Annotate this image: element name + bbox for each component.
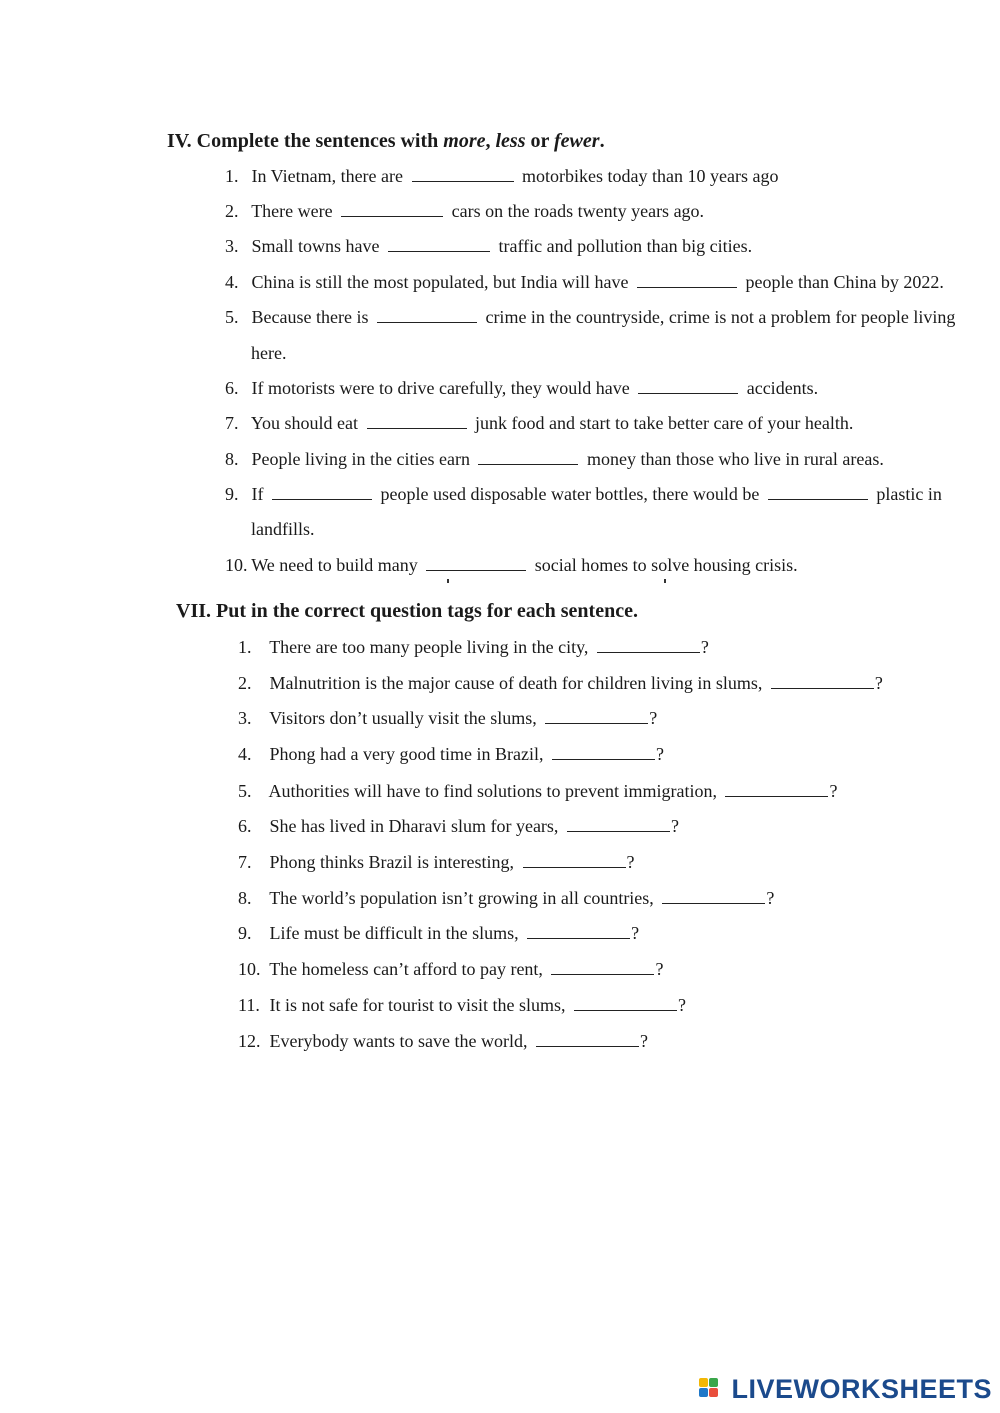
s4-item-5-cont — [251, 342, 286, 364]
item-text: traffic and pollution than big cities. — [498, 236, 753, 256]
s4-item-10 — [225, 554, 798, 576]
s7-item-3 — [238, 707, 657, 729]
answer-blank[interactable] — [768, 485, 868, 500]
item-number: 7. — [225, 413, 239, 433]
item-text: plastic in — [876, 484, 942, 504]
item-text: cars on the roads twenty years ago. — [451, 201, 705, 221]
s4-item-6 — [225, 377, 818, 399]
s4-item-9 — [225, 483, 942, 505]
item-number: 7. — [238, 852, 252, 872]
item-number: 5. — [225, 307, 239, 327]
item-number: 9. — [225, 484, 239, 504]
question-mark: ? — [766, 888, 775, 908]
answer-blank[interactable] — [567, 817, 670, 832]
logo-square — [709, 1388, 718, 1397]
logo-square — [699, 1378, 708, 1387]
s7-item-9 — [238, 922, 639, 944]
item-number: 2. — [225, 201, 239, 221]
title-word-less: less — [495, 130, 526, 152]
item-text: If — [251, 484, 264, 504]
item-number: 1. — [238, 637, 252, 657]
title-word-more: more — [443, 130, 486, 152]
item-number: 5. — [238, 781, 252, 801]
s7-item-6 — [238, 815, 679, 837]
answer-blank[interactable] — [551, 960, 654, 975]
title-sep: , — [485, 130, 496, 152]
item-number: 3. — [238, 708, 252, 728]
item-number: 6. — [225, 378, 239, 398]
item-text: People living in the cities earn — [251, 449, 470, 469]
item-text: The world’s population isn’t growing in all countries, — [269, 888, 654, 908]
item-text: people used disposable water bottles, there would be — [380, 484, 760, 504]
item-text: Authorities will have to find solutions to prevent immigration, — [268, 781, 717, 801]
answer-blank[interactable] — [597, 638, 700, 653]
question-mark: ? — [639, 1031, 648, 1051]
answer-blank[interactable] — [552, 745, 655, 760]
s7-item-8 — [238, 887, 774, 909]
item-text: Phong thinks Brazil is interesting, — [269, 852, 514, 872]
answer-blank[interactable] — [412, 167, 514, 182]
question-mark: ? — [677, 995, 686, 1015]
logo-grid-icon — [699, 1375, 727, 1403]
answer-blank[interactable] — [341, 202, 443, 217]
s7-item-12 — [238, 1030, 648, 1052]
answer-blank[interactable] — [638, 379, 738, 394]
s7-item-10 — [238, 958, 663, 980]
question-mark: ? — [829, 781, 838, 801]
logo-text: LIVEWORKSHEETS — [731, 1373, 992, 1404]
item-number: 8. — [238, 888, 252, 908]
answer-blank[interactable] — [662, 889, 765, 904]
item-number: 3. — [225, 236, 239, 256]
item-text: crime in the countryside, crime is not a problem for people living — [485, 307, 956, 327]
s4-item-1 — [225, 165, 778, 187]
title-word-fewer: fewer — [554, 130, 600, 152]
answer-blank[interactable] — [574, 996, 677, 1011]
logo-square — [699, 1388, 708, 1397]
scan-artifact — [447, 579, 449, 583]
answer-blank[interactable] — [272, 485, 372, 500]
item-number: 1. — [225, 166, 239, 186]
item-text: money than those who live in rural areas. — [586, 449, 884, 469]
title-end: . — [599, 130, 605, 152]
s7-item-1 — [238, 636, 709, 658]
section-4-title — [167, 130, 605, 153]
item-text: It is not safe for tourist to visit the slums, — [269, 995, 566, 1015]
s7-item-5 — [238, 780, 837, 802]
item-text: She has lived in Dharavi slum for years, — [269, 816, 559, 836]
item-number: 2. — [238, 673, 252, 693]
item-text: Everybody wants to save the world, — [269, 1031, 528, 1051]
question-mark: ? — [649, 708, 658, 728]
s4-item-8 — [225, 448, 884, 470]
question-mark: ? — [626, 852, 635, 872]
s7-item-11 — [238, 994, 686, 1016]
answer-blank[interactable] — [637, 273, 737, 288]
title-sep: or — [525, 130, 555, 152]
s7-item-7 — [238, 851, 635, 873]
item-text: There were — [251, 201, 333, 221]
item-text: people than China by 2022. — [745, 272, 944, 292]
item-text: Because there is — [251, 307, 369, 327]
s7-item-4 — [238, 743, 664, 765]
item-text: accidents. — [746, 378, 819, 398]
logo-square — [709, 1378, 718, 1387]
item-text: Phong had a very good time in Brazil, — [269, 744, 544, 764]
item-text: You should eat — [250, 413, 359, 433]
section-7-title: VII. Put in the correct question tags for each sentence. — [176, 600, 638, 622]
item-text: In Vietnam, there are — [251, 166, 404, 186]
s7-item-2 — [238, 672, 883, 694]
answer-blank[interactable] — [536, 1032, 639, 1047]
answer-blank[interactable] — [478, 450, 578, 465]
item-number: 6. — [238, 816, 252, 836]
question-mark: ? — [874, 673, 883, 693]
question-mark: ? — [655, 744, 664, 764]
answer-blank[interactable] — [545, 709, 648, 724]
question-mark: ? — [670, 816, 679, 836]
answer-blank[interactable] — [523, 853, 626, 868]
answer-blank[interactable] — [771, 674, 874, 689]
item-number: 11. — [238, 995, 260, 1015]
item-text: We need to build many — [251, 555, 418, 575]
item-text: Small towns have — [251, 236, 380, 256]
item-text: landfills. — [251, 519, 315, 539]
item-number: 4. — [238, 744, 252, 764]
item-text: If motorists were to drive carefully, they would have — [251, 378, 630, 398]
item-number: 9. — [238, 923, 252, 943]
item-text: Visitors don’t usually visit the slums, — [269, 708, 537, 728]
item-text: Malnutrition is the major cause of death for children living in slums, — [269, 673, 763, 693]
item-text: The homeless can’t afford to pay rent, — [269, 959, 543, 979]
s4-item-3 — [225, 235, 752, 257]
item-text: There are too many people living in the city, — [269, 637, 589, 657]
scan-artifact — [664, 579, 666, 583]
s4-item-7 — [225, 412, 853, 434]
item-number: 10. — [225, 555, 248, 575]
question-mark: ? — [631, 923, 640, 943]
item-number: 4. — [225, 272, 239, 292]
item-number: 12. — [238, 1031, 261, 1051]
item-text: social homes to solve housing crisis. — [534, 555, 798, 575]
s4-item-9-cont — [251, 518, 315, 540]
answer-blank[interactable] — [725, 782, 828, 797]
answer-blank[interactable] — [388, 237, 490, 252]
item-text: Life must be difficult in the slums, — [269, 923, 519, 943]
answer-blank[interactable] — [367, 414, 467, 429]
item-text: China is still the most populated, but India will have — [251, 272, 629, 292]
item-number: 8. — [225, 449, 239, 469]
answer-blank[interactable] — [426, 556, 526, 571]
s4-item-4 — [225, 271, 944, 293]
item-text: here. — [251, 343, 287, 363]
answer-blank[interactable] — [377, 308, 477, 323]
title-text: IV. Complete the sentences with — [167, 130, 444, 152]
item-text: junk food and start to take better care of your health. — [475, 413, 854, 433]
liveworksheets-logo[interactable] — [699, 1371, 992, 1407]
question-mark: ? — [700, 637, 709, 657]
question-mark: ? — [655, 959, 664, 979]
answer-blank[interactable] — [527, 924, 630, 939]
item-number: 10. — [238, 959, 261, 979]
s4-item-5 — [225, 306, 955, 328]
item-text: motorbikes today than 10 years ago — [522, 166, 779, 186]
s4-item-2 — [225, 200, 704, 222]
